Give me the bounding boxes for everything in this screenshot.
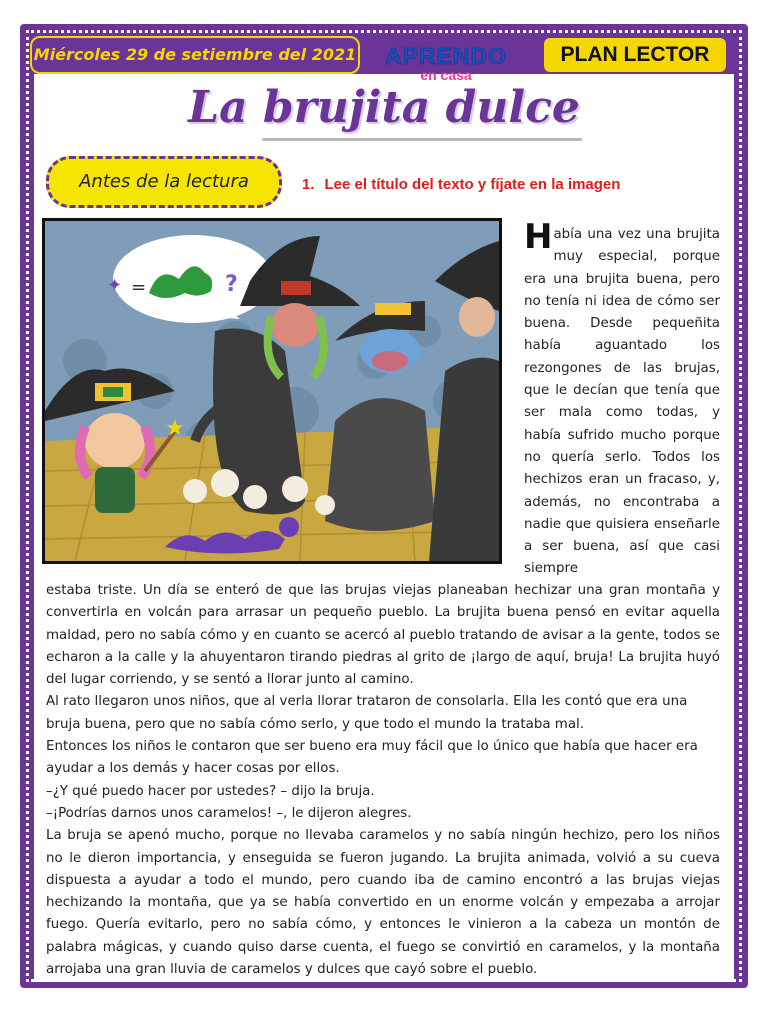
title-underline (262, 138, 582, 141)
svg-text:?: ? (225, 272, 238, 297)
story-paragraph-2: Al rato llegaron unos niños, que al verla llorar trataron de consolarla. Ella les contó que era una bruja buena, pero que no sabía cómo serlo, y que todo el mundo la trataba mal. (46, 694, 688, 732)
date-badge: Miércoles 29 de setiembre del 2021 (30, 36, 360, 74)
witches-scene-illustration (45, 221, 499, 561)
logo-text-aprendo: APRENDO (384, 43, 507, 69)
story-side-paragraph: abía una vez una brujita muy especial, porque era una brujita buena, pero no tenía ni idea de cómo ser buena. Desde pequeñita había aguantado los rezongones de las brujas, que le decían que tenía que ser mala como todas, y había sufrido mucho porque no quería serlo. Todos los hechizos eran un fracaso, y, además, no encontraba a nadie que quisiera enseñarle a ser buena, así que casi siempre (524, 227, 720, 577)
instruction (302, 176, 620, 193)
story-illustration (42, 218, 502, 564)
story-dialogue-1: –¿Y qué puedo hacer por ustedes? – dijo la bruja. (46, 783, 375, 799)
svg-text:=: = (131, 277, 147, 298)
story-paragraph-1: estaba triste. Un día se enteró de que las brujas viejas planeaban hechizar una gran montaña y convertirla en volcán para arrasar un pequeño pueblo. La brujita buena pensó en evitar aquella maldad, pero no sabía cómo y en cuanto se acercó al pueblo tratando de avisar a la gente, todos se echaron a la calle y la ahuyentaron tirando piedras al grito de ¡largo de aquí, bruja! La brujita huyó del lugar corriendo, y se sentó a llorar junto al camino. (46, 583, 720, 688)
instruction-number: 1. (302, 176, 315, 193)
page-title: La brujita dulce (188, 82, 580, 133)
story-body (46, 580, 720, 981)
story-paragraph-3: Entonces los niños le contaron que ser bueno era muy fácil que lo único que había que hacer era ayudar a los demás y hacer cosas por ellos. (46, 739, 698, 777)
story-text-beside-image (524, 217, 720, 581)
svg-text:✦: ✦ (107, 275, 123, 296)
story-paragraph-6: La bruja se apenó mucho, porque no llevaba caramelos y no sabía ningún hechizo, pero los niños no le dieron importancia, y enseguida se fueron jugando. La brujita animada, volvió a su cueva dispuesta a ayudar a todo el mundo, pero cuando iba de camino encontró a las brujas viejas hechizando la montaña, que ya se había convertido en un enorme volcán y empezaba a arrojar fuego. Quería evitarlo, pero no sabía cómo, y entonces le vinieron a la cabeza un montón de palabra mágicas, y cuando quiso darse cuenta, el fuego se convirtió en caramelos, y la montaña arrojaba una gran lluvia de caramelos y dulces que cayó sobre el pueblo. (46, 828, 720, 978)
svg-text:★: ★ (165, 416, 185, 441)
aprendo-en-casa-logo (366, 44, 526, 84)
drop-cap-letter: H (524, 217, 553, 257)
section-label: Antes de la lectura (46, 156, 282, 208)
instruction-text: Lee el título del texto y fíjate en la imagen (324, 176, 621, 193)
logo-text-en-casa: en casa (420, 67, 472, 83)
plan-lector-badge: PLAN LECTOR (542, 36, 728, 74)
story-dialogue-2: –¡Podrías darnos unos caramelos! –, le dijeron alegres. (46, 805, 412, 821)
